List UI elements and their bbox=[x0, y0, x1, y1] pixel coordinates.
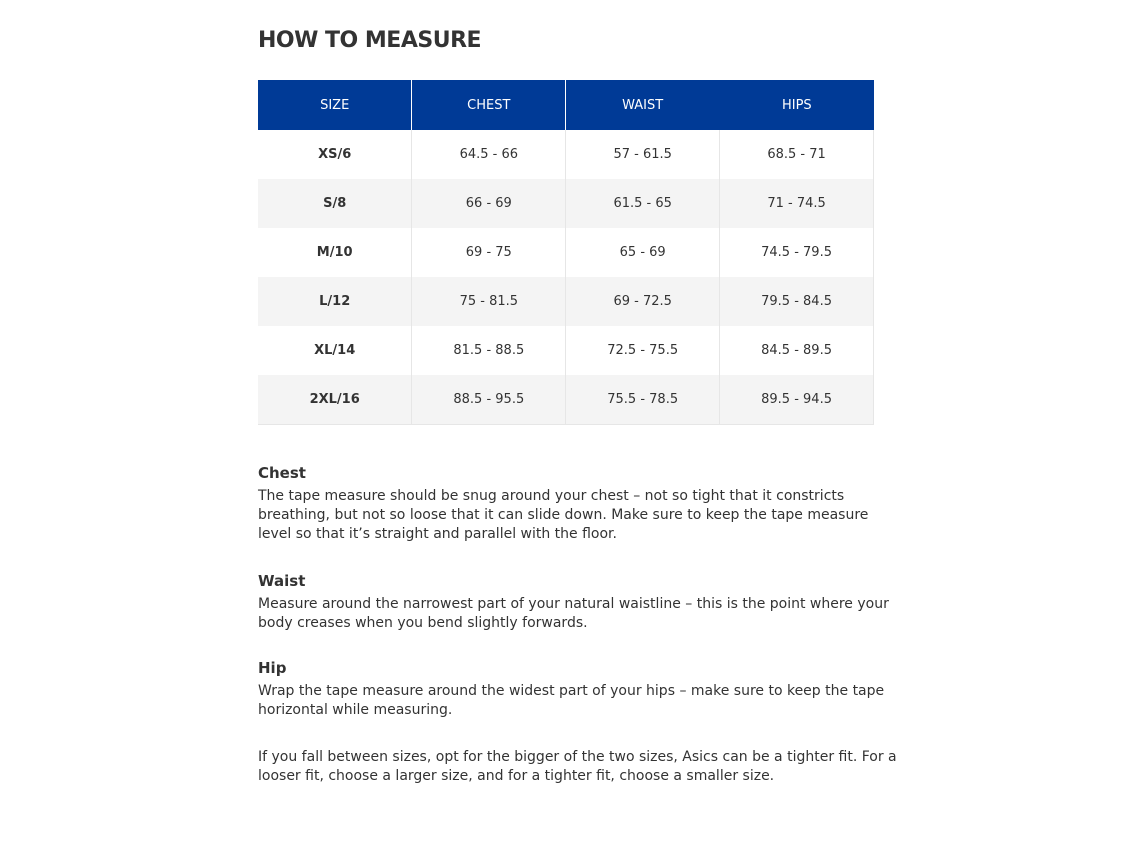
size-cell: M/10 bbox=[316, 245, 353, 260]
waist-cell: 65 - 69 bbox=[566, 228, 720, 277]
size-cell: S/8 bbox=[258, 179, 412, 228]
waist-instructions: Measure around the narrowest part of your natural waistline – this is the point where your body creases when you bend slightly forwards. bbox=[258, 596, 889, 631]
table-row bbox=[258, 228, 874, 277]
waist-guide bbox=[258, 572, 898, 633]
header-size: SIZE bbox=[258, 80, 412, 130]
header-chest: CHEST bbox=[412, 80, 566, 130]
chest-cell: 75 - 81.5 bbox=[412, 277, 566, 326]
header-waist: WAIST bbox=[566, 80, 720, 130]
size-cell: L/12 bbox=[258, 277, 412, 326]
hips-cell: 79.5 - 84.5 bbox=[720, 277, 874, 326]
waist-cell: 72.5 - 75.5 bbox=[566, 326, 720, 375]
hips-cell: 71 - 74.5 bbox=[720, 179, 874, 228]
chest-cell: 88.5 - 95.5 bbox=[412, 375, 566, 425]
table-row bbox=[258, 179, 874, 228]
hips-cell: 74.5 - 79.5 bbox=[720, 228, 874, 277]
table-row bbox=[258, 375, 874, 425]
chest-cell: 69 - 75 bbox=[412, 228, 566, 277]
chest-guide bbox=[258, 464, 898, 544]
waist-cell: 69 - 72.5 bbox=[566, 277, 720, 326]
table-row bbox=[258, 277, 874, 326]
chest-heading: Chest bbox=[258, 464, 306, 482]
table-row bbox=[258, 130, 874, 179]
hip-instructions: Wrap the tape measure around the widest part of your hips – make sure to keep the tape horizontal while measuring. bbox=[258, 683, 885, 718]
page-title: HOW TO MEASURE bbox=[258, 28, 482, 53]
fit-note bbox=[258, 748, 898, 786]
waist-cell: 61.5 - 65 bbox=[566, 179, 720, 228]
hips-cell: 68.5 - 71 bbox=[720, 130, 874, 179]
hip-guide bbox=[258, 659, 898, 720]
chest-cell: 64.5 - 66 bbox=[412, 130, 566, 179]
waist-heading: Waist bbox=[258, 572, 306, 590]
hips-cell: 84.5 - 89.5 bbox=[720, 326, 874, 375]
size-cell: XL/14 bbox=[314, 343, 356, 358]
table-header-row bbox=[258, 80, 874, 130]
waist-cell: 57 - 61.5 bbox=[566, 130, 720, 179]
table-row bbox=[258, 326, 874, 375]
fit-note-text: If you fall between sizes, opt for the bigger of the two sizes, Asics can be a tighter fit. For a looser fit, choose a larger size, and for a tighter fit, choose a smaller size. bbox=[258, 749, 897, 784]
hips-cell: 89.5 - 94.5 bbox=[720, 375, 874, 425]
chest-instructions: The tape measure should be snug around your chest – not so tight that it constricts breathing, but not so loose that it can slide down. Make sure to keep the tape measure level so that it’s straight and parallel with the floor. bbox=[258, 488, 869, 542]
size-cell: 2XL/16 bbox=[258, 375, 412, 425]
size-chart-table bbox=[258, 80, 874, 425]
size-cell: XS/6 bbox=[318, 147, 352, 162]
header-hips: HIPS bbox=[720, 80, 874, 130]
hip-heading: Hip bbox=[258, 659, 287, 677]
chest-cell: 66 - 69 bbox=[412, 179, 566, 228]
waist-cell: 75.5 - 78.5 bbox=[566, 375, 720, 425]
chest-cell: 81.5 - 88.5 bbox=[412, 326, 566, 375]
